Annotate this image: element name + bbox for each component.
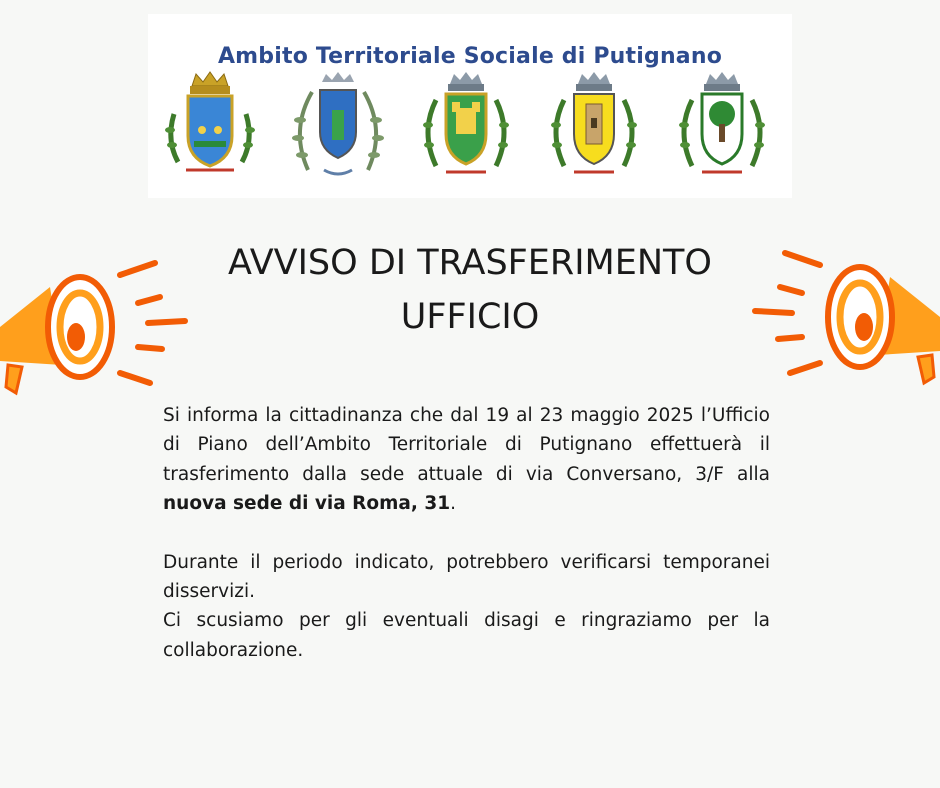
notice-body (163, 401, 770, 665)
notice-paragraph-2: Durante il periodo indicato, potrebbero verificarsi temporanei disservizi. (163, 551, 770, 603)
crest-white-tree-icon (672, 70, 772, 188)
notice-title-line2: UFFICIO (400, 297, 540, 337)
crest-blue-shield-icon (288, 70, 388, 188)
notice-title (170, 236, 770, 344)
new-address: nuova sede di via Roma, 31 (163, 493, 451, 515)
notice-paragraph-1 (163, 401, 770, 519)
crest-green-castle-icon (416, 70, 516, 188)
megaphone-left-icon (0, 255, 195, 400)
crest-yellow-tower-icon (544, 70, 644, 188)
logo-banner (148, 14, 792, 198)
megaphone-right-icon (745, 245, 940, 390)
paragraph-1-end: . (450, 493, 456, 515)
crest-gold-shield-icon (160, 70, 260, 188)
paragraph-1-text: Si informa la cittadinanza che dal 19 al 23 maggio 2025 l’Ufficio di Piano dell’Ambito Territoriale di Putignano effettuerà il trasferimento dalla sede attuale di via Conversano, 3/F alla (163, 405, 770, 485)
notice-paragraph-3: Ci scusiamo per gli eventuali disagi e ringraziamo per la collaborazione. (163, 610, 770, 661)
notice-title-line1: AVVISO DI TRASFERIMENTO (228, 243, 712, 283)
banner-title: Ambito Territoriale Sociale di Putignano (217, 44, 723, 69)
